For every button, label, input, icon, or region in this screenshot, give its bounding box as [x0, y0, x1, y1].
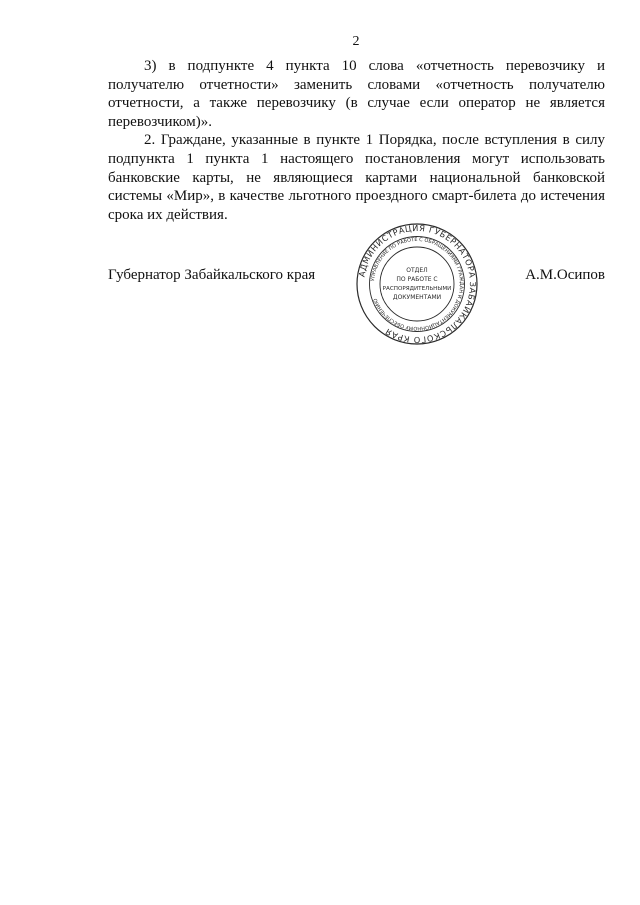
- seal-inner-ring: [380, 247, 454, 321]
- seal-center-line-4: ДОКУМЕНТАМИ: [392, 294, 442, 301]
- paragraph-item-2: 2. Граждане, указанные в пункте 1 Порядка, после вступления в силу подпункта 1 пункта 1 настоящего постановления могут использовать банковские карты, не являющиеся картами национальной банковской системы «Мир», в качестве льготного проездного смарт-билета до истечения срока их действия.: [108, 132, 605, 223]
- page-number: 2: [352, 34, 360, 49]
- signatory-position: Губернатор Забайкальского края: [108, 267, 316, 283]
- signatory-name: А.М.Осипов: [525, 267, 605, 283]
- official-seal-stamp: [355, 222, 479, 346]
- seal-graphic: [355, 222, 479, 346]
- seal-outer-text: АДМИНИСТРАЦИЯ ГУБЕРНАТОРА ЗАБАЙКАЛЬСКОГО КРАЯ: [356, 222, 479, 346]
- seal-center-line-2: ПО РАБОТЕ С: [396, 276, 438, 283]
- document-body: [108, 57, 605, 224]
- seal-center-line-1: ОТДЕЛ: [406, 267, 428, 274]
- paragraph-amendment-3: 3) в подпункте 4 пункта 10 слова «отчетность перевозчику и получателю отчетности» заменить словами «отчетность получателю отчетности, а также перевозчику (в случае если оператор не является перевозчиком)».: [108, 58, 605, 130]
- seal-center-line-3: РАСПОРЯДИТЕЛЬНЫМИ: [382, 286, 452, 292]
- seal-inner-text: УПРАВЛЕНИЕ ПО РАБОТЕ С ОБРАЩЕНИЯМИ ГРАЖДАН И ДОКУМЕНТАЦИОННОМУ ОБЕСПЕЧЕНИЮ: [370, 236, 465, 332]
